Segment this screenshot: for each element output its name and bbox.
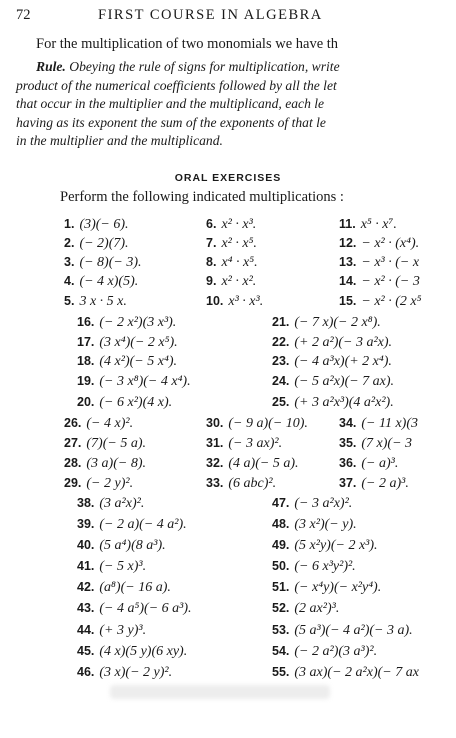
exercise-item [77,393,172,412]
exercise-number: 50. [272,559,290,573]
exercise-number: 26. [64,416,82,430]
exercise-number: 44. [77,623,95,637]
exercise-item [339,253,419,272]
exercise-item [77,352,177,371]
exercise-expression: x⁴ · x⁵. [221,255,258,270]
exercise-expression: (− 4 a⁵)(− 6 a³). [99,601,192,616]
exercise-item [77,313,176,332]
exercise-expression: (7)(− 5 a). [86,436,146,451]
exercise-item [77,663,172,682]
exercise-instruction: Perform the following indicated multiplications : [60,189,344,205]
exercise-item [77,642,187,661]
exercise-expression: (− 2 a)³. [361,476,409,491]
exercise-item [339,434,412,453]
exercise-number: 5. [64,294,75,308]
exercise-number: 32. [206,456,224,470]
exercise-item [206,474,276,493]
exercise-item [272,333,392,352]
exercise-expression: x⁵ · x⁷. [360,217,397,232]
exercise-number: 35. [339,436,357,450]
rule-line-5: in the multiplier and the multiplicand. [16,133,223,148]
exercise-number: 45. [77,644,95,658]
running-title: FIRST COURSE IN ALGEBRA [98,7,323,23]
exercise-number: 17. [77,335,95,349]
exercise-item [272,578,381,597]
exercise-item [206,434,282,453]
exercise-item [64,454,146,473]
exercise-expression: (3 ax)(− 2 a²x)(− 7 ax [294,665,419,680]
exercise-expression: (+ 3 y)³. [99,623,147,638]
exercise-item [339,474,409,493]
exercise-expression: (− 2)(7). [79,236,129,251]
exercise-item [64,292,127,311]
exercise-item [206,414,308,433]
exercise-item [339,215,397,234]
exercise-expression: (5 a³)(− 4 a²)(− 3 a). [294,623,413,638]
exercise-expression: (+ 2 a²)(− 3 a²x). [294,335,393,350]
exercise-number: 25. [272,395,290,409]
exercise-number: 22. [272,335,290,349]
rule-line-4: having as its exponent the sum of the exponents of that le [16,114,326,130]
exercise-item [77,515,187,534]
exercise-expression: − x² · (− 3 [361,274,420,289]
exercise-number: 18. [77,354,95,368]
exercise-item [339,234,419,253]
exercise-item [77,333,178,352]
exercise-number: 42. [77,580,95,594]
exercise-expression: (− 8)(− 3). [79,255,142,270]
exercise-expression: (− 3 a²x)². [294,496,353,511]
exercise-expression: (4 x²)(− 5 x⁴). [99,354,177,369]
exercise-expression: x² · x². [221,274,257,289]
exercise-item [206,272,256,291]
exercise-number: 53. [272,623,290,637]
exercise-expression: (4 x)(5 y)(6 xy). [99,644,188,659]
exercise-number: 47. [272,496,290,510]
exercise-expression: x² · x³. [221,217,257,232]
rule-line-3: that occur in the multiplier and the multiplicand, each le [16,96,325,111]
exercise-expression: (− 5 x)³. [99,559,147,574]
exercise-number: 37. [339,476,357,490]
exercise-item [206,253,258,272]
exercise-expression: (− 3 ax)². [228,436,283,451]
exercise-number: 1. [64,217,75,231]
exercise-number: 27. [64,436,82,450]
rule-line-2: product of the numerical coefficients followed by all the let [16,77,337,93]
exercise-item [64,434,146,453]
exercise-expression: (− 4 x)². [86,416,134,431]
exercise-expression: (5 a⁴)(8 a³). [99,538,166,553]
exercise-number: 33. [206,476,224,490]
page-header [16,7,456,27]
exercise-number: 23. [272,354,290,368]
exercise-number: 36. [339,456,357,470]
exercise-expression: 3 x · 5 x. [79,294,127,309]
exercise-number: 40. [77,538,95,552]
exercise-item [77,578,171,597]
exercise-item [206,215,256,234]
bleed-through-shadow [110,685,330,699]
exercise-item [206,292,263,311]
exercise-expression: (− 4 x)(5). [79,274,139,289]
exercise-item [272,536,378,555]
exercise-item [206,454,299,473]
exercise-expression: (− 2 y)². [86,476,134,491]
exercise-number: 11. [339,217,356,231]
exercise-number: 2. [64,236,75,250]
exercise-expression: (− 11 x)(3 [361,416,418,431]
exercise-expression: (− 9 a)(− 10). [228,416,308,431]
exercise-number: 51. [272,580,290,594]
exercise-item [64,272,138,291]
exercise-item [77,372,191,391]
exercise-item [272,372,394,391]
exercise-expression: (2 ax²)³. [294,601,340,616]
exercise-expression: (3 a)(− 8). [86,456,146,471]
exercise-number: 10. [206,294,224,308]
exercise-number: 55. [272,665,290,679]
exercise-expression: (− 4 a³x)(+ 2 x⁴). [294,354,392,369]
exercise-item [272,663,419,682]
exercise-number: 43. [77,601,95,615]
exercise-item [272,599,339,618]
rule-paragraph [16,58,456,151]
exercise-expression: (7 x)(− 3 [361,436,413,451]
exercise-item [77,557,146,576]
exercise-number: 24. [272,374,290,388]
exercise-item [272,642,377,661]
exercise-expression: x³ · x³. [228,294,264,309]
exercise-expression: x² · x⁵. [221,236,257,251]
exercise-item [272,621,413,640]
exercise-item [339,292,422,311]
exercise-expression: (− 6 x²)(4 x). [99,395,173,410]
exercise-number: 39. [77,517,95,531]
exercise-expression: (− 2 x²)(3 x³). [99,315,177,330]
section-title: ORAL EXERCISES [174,172,282,184]
exercise-number: 7. [206,236,217,250]
exercise-expression: (− a)³. [361,456,399,471]
exercise-expression: (− 6 x³y²)². [294,559,356,574]
exercise-number: 29. [64,476,82,490]
exercise-number: 34. [339,416,357,430]
exercise-number: 6. [206,217,217,231]
exercise-number: 30. [206,416,224,430]
page-number: 72 [16,7,31,23]
exercise-item [272,557,356,576]
exercise-item [64,414,133,433]
exercise-item [77,621,146,640]
exercise-number: 4. [64,274,75,288]
exercise-item [272,393,394,412]
exercise-item [272,352,392,371]
exercise-number: 52. [272,601,290,615]
exercise-item [64,234,129,253]
exercise-expression: (3 x⁴)(− 2 x⁵). [99,335,178,350]
rule-label: Rule. [36,59,66,74]
exercise-expression: (− 2 a)(− 4 a²). [99,517,187,532]
exercise-item [64,474,133,493]
exercise-expression: (− x⁴y)(− x²y⁴). [294,580,382,595]
exercise-expression: (+ 3 a²x³)(4 a²x²). [294,395,394,410]
exercise-expression: (3 x)(− 2 y)². [99,665,173,680]
exercise-item [339,272,420,291]
exercise-expression: (6 abc)². [228,476,277,491]
exercise-number: 49. [272,538,290,552]
exercise-number: 8. [206,255,217,269]
exercise-item [272,515,357,534]
exercise-expression: (− 3 x⁸)(− 4 x⁴). [99,374,191,389]
exercise-number: 3. [64,255,75,269]
exercise-number: 38. [77,496,95,510]
exercise-item [64,253,141,272]
exercise-expression: (− 5 a²x)(− 7 ax). [294,374,395,389]
exercise-expression: (4 a)(− 5 a). [228,456,299,471]
exercise-expression: (5 x²y)(− 2 x³). [294,538,378,553]
exercise-number: 48. [272,517,290,531]
exercise-expression: (3 x²)(− y). [294,517,357,532]
exercise-item [77,599,192,618]
exercise-number: 20. [77,395,95,409]
exercise-expression: (3)(− 6). [79,217,129,232]
exercise-item [77,494,144,513]
exercise-expression: (− 2 a²)(3 a³)². [294,644,378,659]
rule-line-1: Rule. Obeying the rule of signs for multiplication, write [36,59,340,74]
exercise-item [272,494,352,513]
intro-paragraph: For the multiplication of two monomials we have th [36,36,339,52]
exercise-expression: (a⁸)(− 16 a). [99,580,171,595]
exercise-expression: − x² · (x⁴). [361,236,420,251]
exercise-number: 13. [339,255,357,269]
exercise-number: 21. [272,315,290,329]
exercise-number: 12. [339,236,357,250]
exercise-number: 41. [77,559,95,573]
exercise-expression: − x³ · (− x [361,255,420,270]
exercise-number: 16. [77,315,95,329]
exercise-number: 15. [339,294,357,308]
exercise-item [64,215,129,234]
exercise-expression: − x² · (2 x⁵ [361,294,422,309]
exercise-item [272,313,381,332]
exercise-expression: (3 a²x)². [99,496,145,511]
exercise-number: 54. [272,644,290,658]
exercise-expression: (− 7 x)(− 2 x⁸). [294,315,381,330]
exercise-item [206,234,257,253]
exercise-item [339,414,418,433]
exercise-number: 14. [339,274,357,288]
exercise-item [77,536,166,555]
exercise-number: 9. [206,274,217,288]
exercise-number: 31. [206,436,224,450]
exercise-number: 19. [77,374,95,388]
exercise-number: 46. [77,665,95,679]
exercise-item [339,454,398,473]
exercise-number: 28. [64,456,82,470]
